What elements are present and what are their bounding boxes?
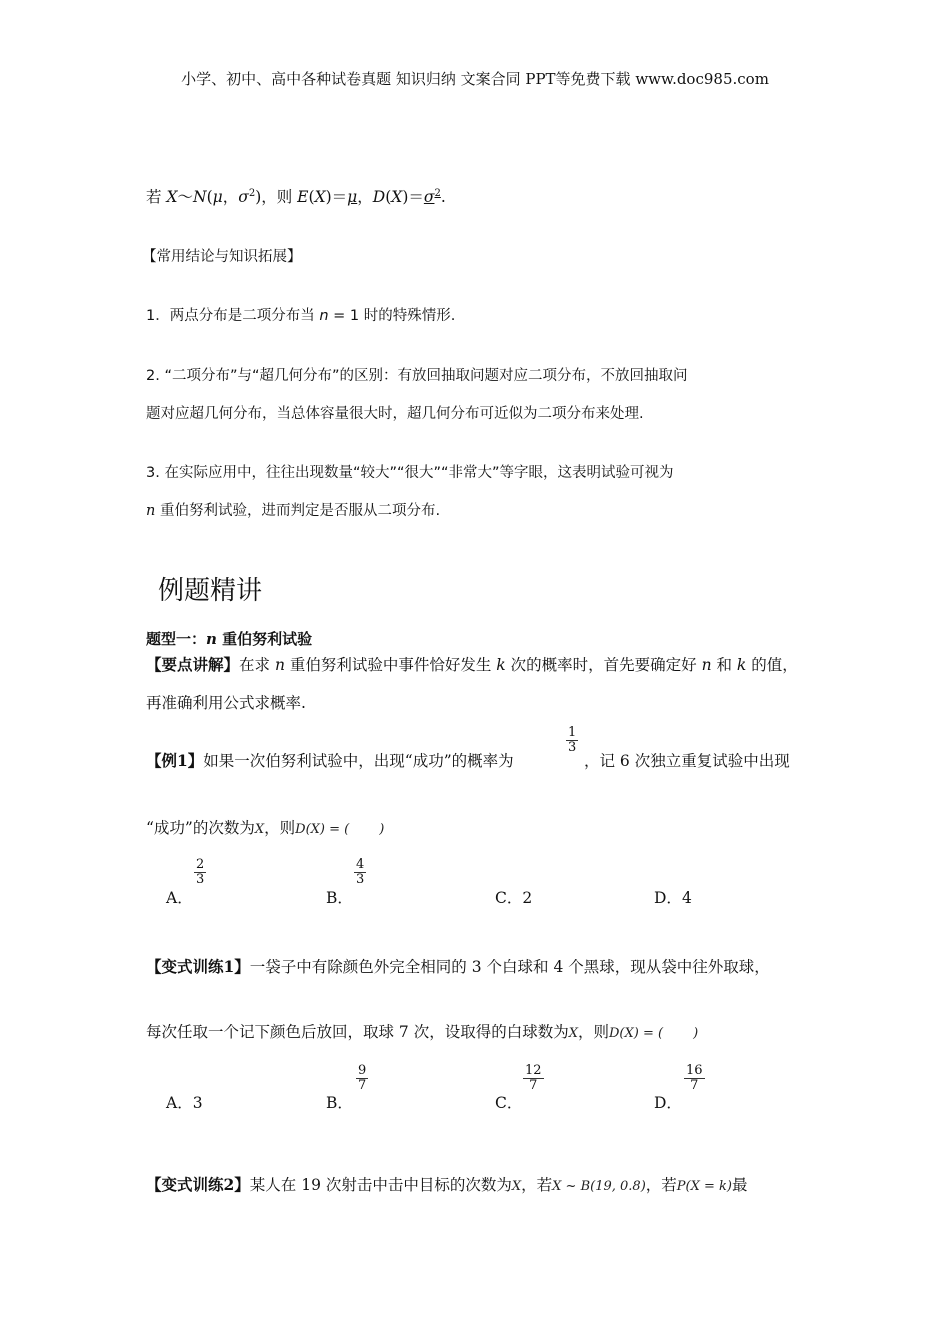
variant-label: 【变式训练2】 <box>146 1175 250 1194</box>
text-segment: ，若 <box>521 1176 553 1194</box>
var-n: n <box>146 503 156 519</box>
var-x: X <box>166 188 178 206</box>
var-d: D <box>372 188 386 206</box>
option-b-fraction <box>354 858 366 887</box>
example-label: 【例1】 <box>146 751 204 770</box>
var-x: X <box>391 188 403 206</box>
conclusion-item-2-line-1: 2. “二项分布”与“超几何分布”的区别：有放回抽取问题对应二项分布，不放回抽取问 <box>146 368 688 384</box>
conclusion-item-3-line-2 <box>146 499 440 520</box>
text-segment: )＝ <box>402 188 424 206</box>
variant-1-line-2 <box>146 1020 698 1042</box>
var-n: n <box>701 656 712 674</box>
example-1-line-2 <box>146 816 384 838</box>
text-segment: ( <box>385 188 392 206</box>
text-segment: “成功”的次数为 <box>146 819 255 837</box>
extension-title: 【常用结论与知识拓展】 <box>142 249 302 265</box>
text-segment: 和 <box>711 656 737 674</box>
example-1-line-1-tail: ，记 6 次独立重复试验中出现 <box>584 752 790 770</box>
text-segment: ( <box>308 188 315 206</box>
var-x: X <box>511 1179 522 1194</box>
text-segment: ～ <box>177 188 193 206</box>
page-header: 小学、初中、高中各种试卷真题 知识归纳 文案合同 PPT等免费下载 www.doc985.com <box>181 70 769 88</box>
key-point-label: 【要点讲解】 <box>146 655 240 674</box>
option-value: 4 <box>681 889 692 907</box>
option-b-fraction <box>356 1064 368 1093</box>
var-n: n <box>319 308 329 324</box>
option-b: B． <box>326 889 353 907</box>
text-segment: 某人在 19 次射击中击中目标的次数为 <box>249 1176 512 1194</box>
var-n: n <box>206 630 217 648</box>
text-segment: 如果一次伯努利试验中，出现“成功”的概率为 <box>203 752 514 770</box>
text-segment: 一袋子中有除颜色外完全相同的 3 个白球和 4 个黑球，现从袋中往外取球， <box>249 958 770 976</box>
variance-expression: D(X) = ( <box>295 822 350 837</box>
text-segment: 最 <box>731 1176 748 1194</box>
conclusion-item-1 <box>146 304 455 325</box>
conclusion-item-2-line-2: 题对应超几何分布，当总体容量很大时，超几何分布可近似为二项分布来处理. <box>146 406 644 422</box>
fraction-denominator: 7 <box>684 1078 705 1093</box>
var-x: X <box>314 188 326 206</box>
text-segment: 的值， <box>746 656 798 674</box>
option-d: D． <box>654 1094 682 1112</box>
binomial-expression: X ~ B(19, 0.8) <box>552 1179 646 1194</box>
text-segment: 次的概率时，首先要确定好 <box>505 656 702 674</box>
fraction-numerator: 12 <box>525 1063 542 1078</box>
text-segment: 在求 <box>239 656 275 674</box>
example-1-line-1 <box>146 749 514 771</box>
key-point-line-2: 再准确利用公式求概率. <box>146 694 306 712</box>
exponent: 2 <box>248 187 256 199</box>
text-segment: 重伯努利试验中事件恰好发生 <box>284 656 497 674</box>
text-segment: 1．两点分布是二项分布当 <box>146 308 320 324</box>
option-a: A． <box>166 889 193 907</box>
probability-fraction <box>566 726 578 755</box>
paren-close: ) <box>693 1026 699 1041</box>
fraction-numerator: 1 <box>568 725 577 740</box>
var-mu: μ <box>212 188 223 206</box>
var-k: k <box>736 656 747 674</box>
var-x: X <box>568 1026 578 1041</box>
option-letter: C． <box>495 889 523 907</box>
text-segment: . <box>440 188 446 206</box>
option-a <box>166 1091 203 1113</box>
text-segment: ( <box>206 188 213 206</box>
conclusion-item-3-line-1: 3. 在实际应用中，往往出现数量“较大”“很大”“非常大”等字眼，这表明试验可视为 <box>146 465 674 481</box>
text-segment: ， <box>357 188 373 206</box>
option-b: B． <box>326 1094 353 1112</box>
var-k: k <box>496 656 506 674</box>
exponent: 2 <box>434 187 441 199</box>
option-letter: A． <box>166 1094 193 1112</box>
fraction-denominator: 3 <box>356 872 365 887</box>
option-d <box>654 886 692 908</box>
option-value: 3 <box>192 1094 203 1112</box>
text-segment: 重伯努利试验，进而判定是否服从二项分布. <box>155 503 441 519</box>
fraction-denominator: 7 <box>523 1078 544 1093</box>
problem-type-heading <box>146 628 312 649</box>
var-sigma: σ <box>238 188 249 206</box>
var-n: n <box>274 656 285 674</box>
text-segment: 每次任取一个记下颜色后放回，取球 7 次，设取得的白球数为 <box>146 1023 569 1041</box>
variant-2-line-1 <box>146 1173 747 1195</box>
fraction-numerator: 9 <box>358 1063 367 1078</box>
option-value: 2 <box>522 889 533 907</box>
text-segment: ，则 <box>264 819 296 837</box>
var-sigma-underlined: σ <box>423 188 435 206</box>
variance-expression: D(X) = ( <box>609 1026 664 1041</box>
text-segment: ， <box>222 188 239 206</box>
key-point-line-1 <box>146 653 798 675</box>
fraction-numerator: 16 <box>686 1063 703 1078</box>
var-mu-underlined: μ <box>347 188 358 206</box>
text-segment: 题型一： <box>146 630 207 648</box>
fraction-denominator: 3 <box>196 872 205 887</box>
paren-close: ) <box>379 822 385 837</box>
fraction-numerator: 4 <box>356 857 365 872</box>
option-c-fraction <box>523 1064 544 1093</box>
text-segment: )＝ <box>325 188 348 206</box>
variant-label: 【变式训练1】 <box>146 957 250 976</box>
probability-expression: P(X = k) <box>676 1179 732 1194</box>
fraction-numerator: 2 <box>196 857 205 872</box>
var-e: E <box>297 188 309 206</box>
option-c <box>495 886 532 908</box>
var-n: N <box>193 188 207 206</box>
fraction-denominator: 3 <box>568 740 577 755</box>
var-x: X <box>254 822 265 837</box>
fraction-denominator: 7 <box>358 1078 367 1093</box>
option-d-fraction <box>684 1064 705 1093</box>
text-segment: ，则 <box>577 1023 609 1041</box>
option-a-fraction <box>194 858 206 887</box>
option-c: C． <box>495 1094 523 1112</box>
text-segment: 重伯努利试验 <box>216 630 313 648</box>
text-segment: ，若 <box>645 1176 677 1194</box>
section-title: 例题精讲 <box>158 576 263 606</box>
variant-1-line-1 <box>146 955 770 977</box>
option-letter: D． <box>654 889 682 907</box>
text-segment: = 1 时的特殊情形. <box>328 308 456 324</box>
text-segment: )，则 <box>255 188 298 206</box>
text-segment: 若 <box>146 188 167 206</box>
normal-distribution-line <box>146 185 446 207</box>
